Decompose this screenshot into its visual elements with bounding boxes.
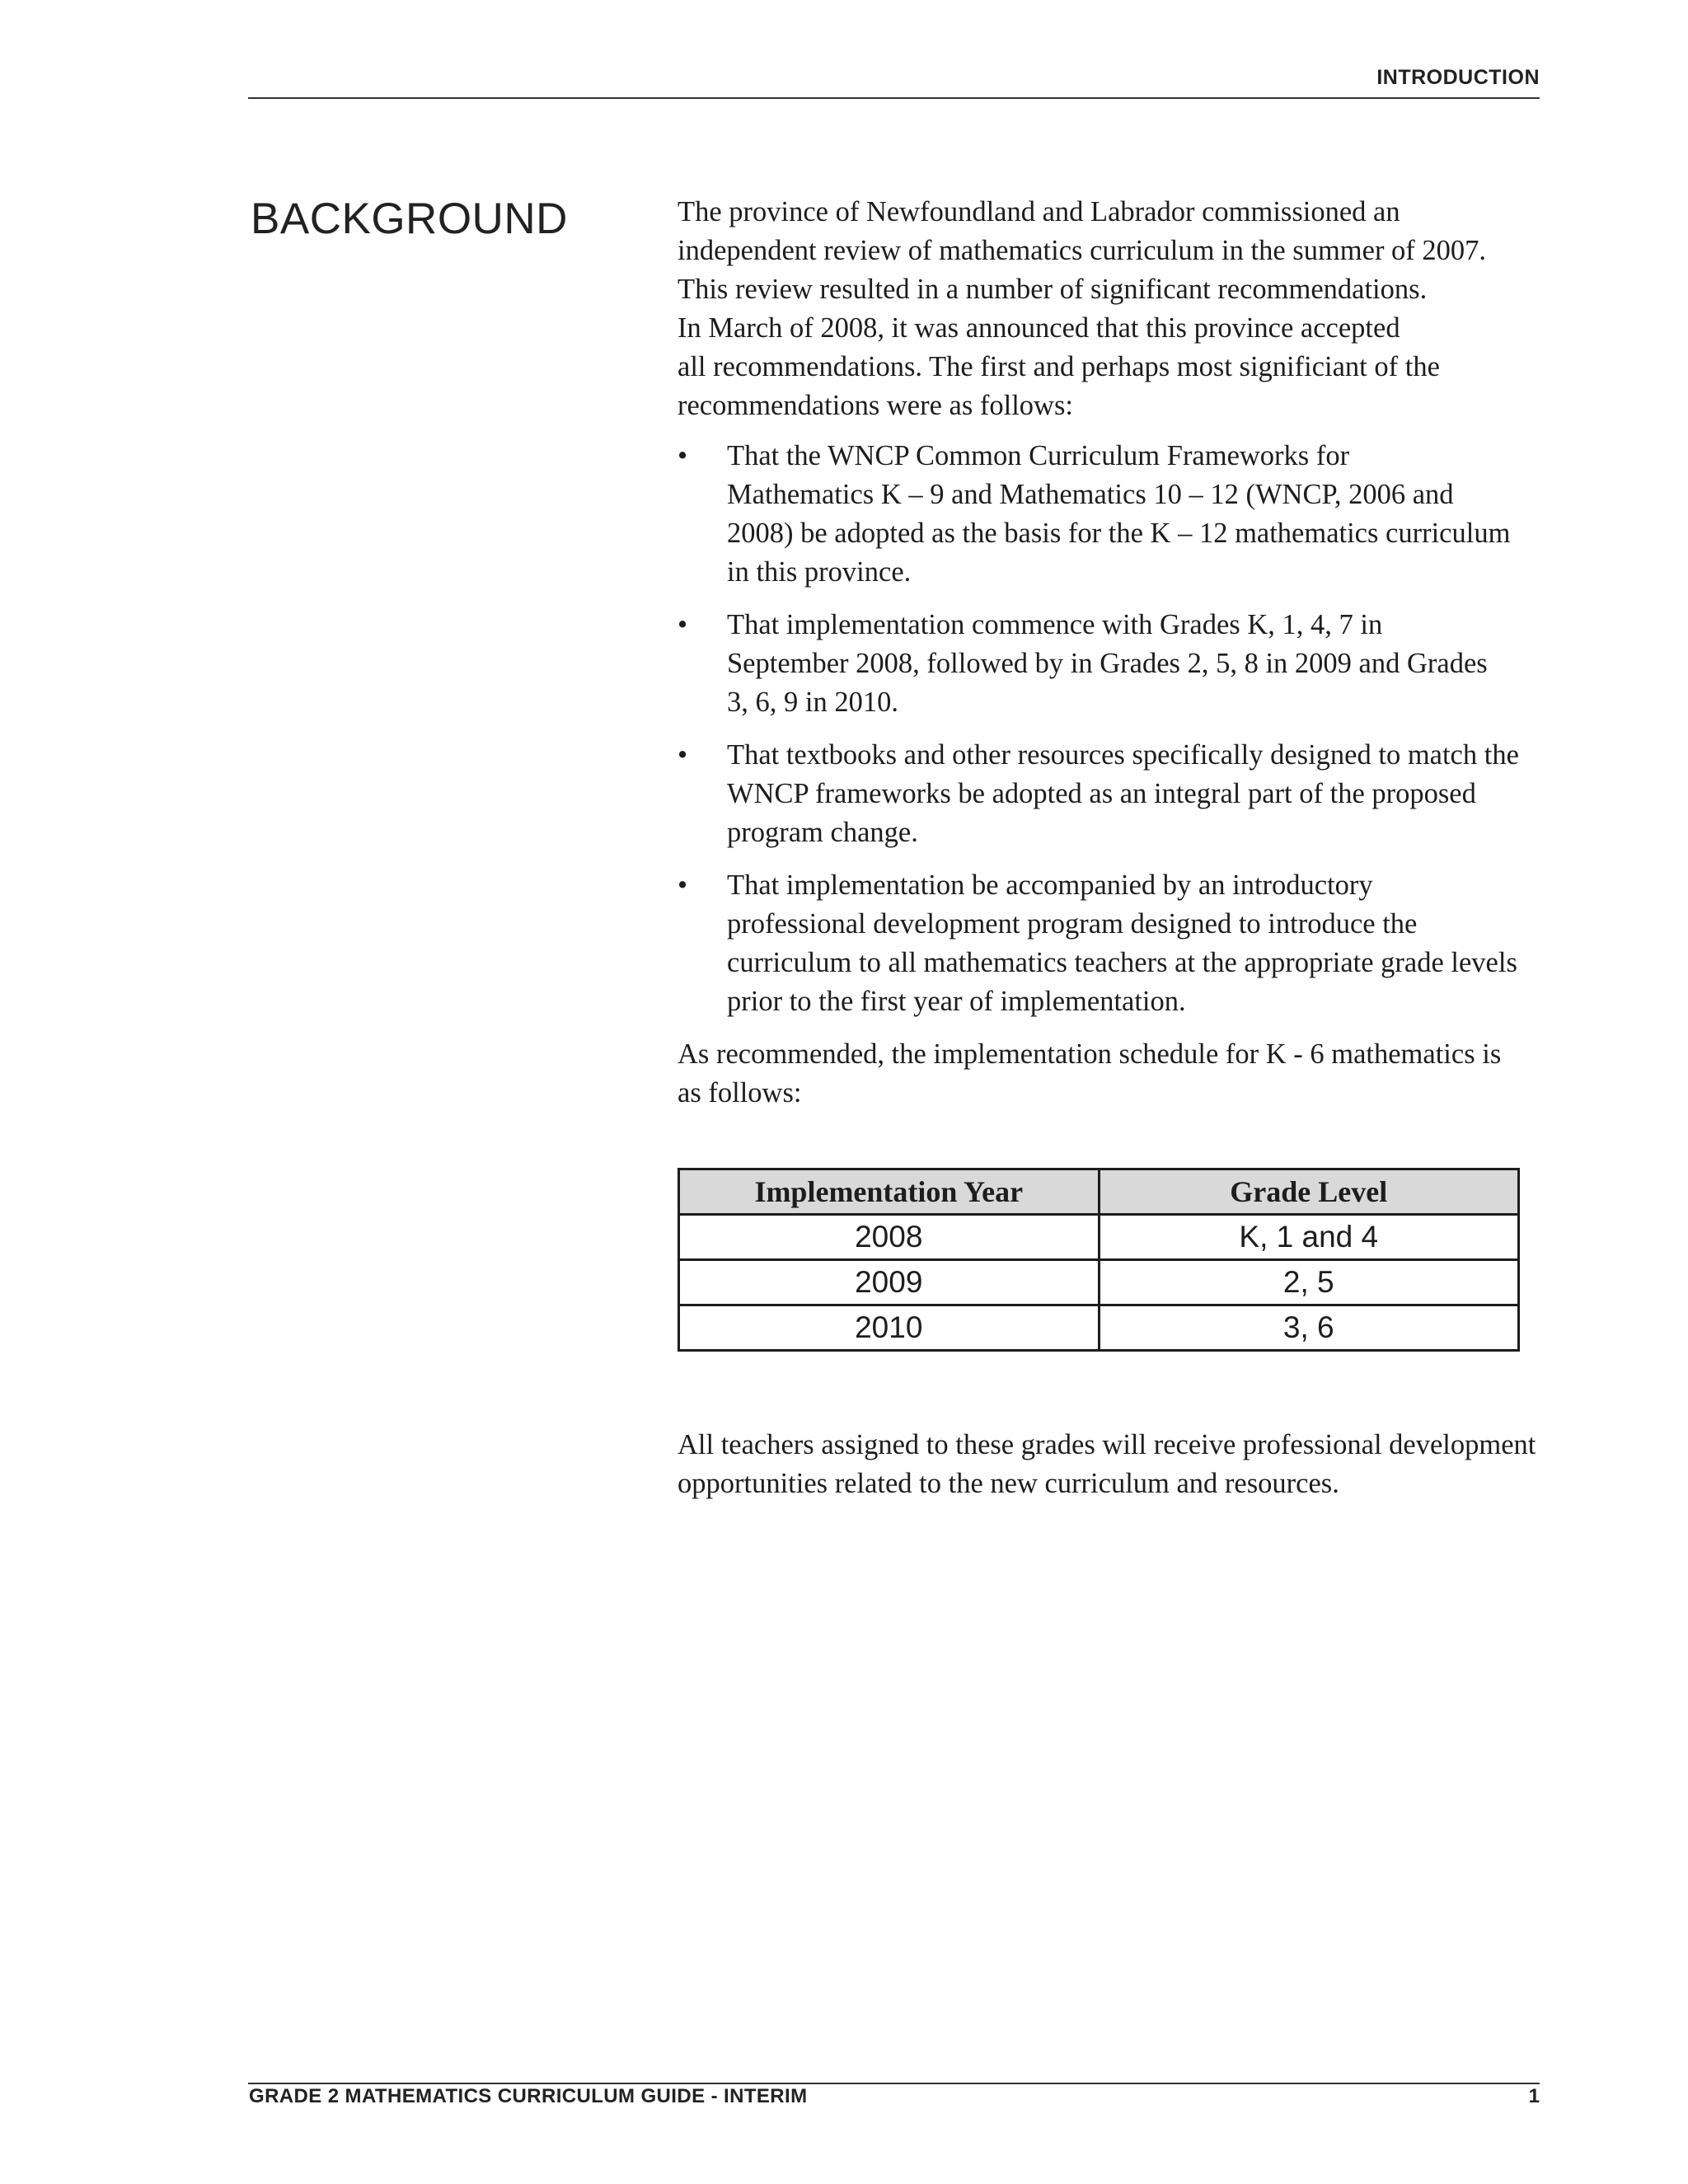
table-cell-grade: 3, 6 (1099, 1305, 1519, 1351)
table-row (679, 1305, 1519, 1351)
text-line: 3, 6, 9 in 2010. (727, 687, 898, 718)
column-header-year: Implementation Year (679, 1169, 1100, 1215)
header-rule (248, 97, 1540, 99)
text-line: In March of 2008, it was announced that this province accepted (678, 312, 1400, 344)
schedule-intro-paragraph (678, 1035, 1543, 1113)
text-line: independent review of mathematics curriculum in the summer of 2007. (678, 235, 1487, 266)
text-line: opportunities related to the new curriculum and resources. (678, 1468, 1339, 1499)
table-cell-grade: 2, 5 (1099, 1260, 1519, 1305)
list-item (678, 736, 1543, 852)
text-line: as follows: (678, 1077, 802, 1108)
text-line: September 2008, followed by in Grades 2, 5, 8 in 2009 and Grades (727, 648, 1488, 679)
table-row (679, 1260, 1519, 1305)
text-line: WNCP frameworks be adopted as an integral part of the proposed (727, 778, 1476, 809)
list-item (678, 437, 1543, 592)
table-cell-grade: K, 1 and 4 (1099, 1215, 1519, 1260)
recommendations-list (678, 437, 1543, 1021)
text-line: program change. (727, 817, 918, 848)
bullet-icon: • (678, 739, 688, 771)
intro-paragraph (678, 193, 1543, 425)
implementation-schedule-table (678, 1168, 1520, 1352)
bullet-icon: • (678, 869, 688, 901)
text-line: That implementation be accompanied by an introductory (727, 869, 1373, 901)
text-line: The province of Newfoundland and Labrador commissioned an (678, 196, 1400, 227)
table-row (679, 1215, 1519, 1260)
text-line: professional development program designed to introduce the (727, 908, 1418, 940)
table-header-row (679, 1169, 1519, 1215)
text-line: recommendations were as follows: (678, 390, 1073, 421)
list-item (678, 866, 1543, 1021)
page-number: 1 (1528, 2085, 1540, 2107)
text-line: 2008) be adopted as the basis for the K – 12 mathematics curriculum (727, 518, 1511, 549)
table-cell-year: 2008 (679, 1215, 1100, 1260)
text-line: That the WNCP Common Curriculum Frameworks for (727, 440, 1350, 471)
section-heading: BACKGROUND (251, 194, 568, 243)
footer-rule (248, 2083, 1540, 2084)
text-line: That textbooks and other resources specifically designed to match the (727, 739, 1519, 771)
text-line: curriculum to all mathematics teachers at the appropriate grade levels (727, 947, 1517, 978)
list-item (678, 606, 1543, 722)
text-line: That implementation commence with Grades K, 1, 4, 7 in (727, 609, 1383, 640)
main-text (678, 193, 1543, 1113)
closing-paragraph (678, 1426, 1543, 1503)
text-line: All teachers assigned to these grades will receive professional development (678, 1429, 1536, 1460)
bullet-icon: • (678, 609, 688, 640)
text-line: As recommended, the implementation schedule for K - 6 mathematics is (678, 1038, 1502, 1070)
column-header-grade: Grade Level (1099, 1169, 1519, 1215)
text-line: in this province. (727, 556, 912, 588)
bullet-icon: • (678, 440, 688, 471)
table-cell-year: 2009 (679, 1260, 1100, 1305)
running-header: INTRODUCTION (1376, 66, 1540, 89)
footer-title: GRADE 2 MATHEMATICS CURRICULUM GUIDE - INTERIM (249, 2085, 808, 2107)
text-line: This review resulted in a number of significant recommendations. (678, 274, 1428, 305)
table-cell-year: 2010 (679, 1305, 1100, 1351)
text-line: prior to the first year of implementation. (727, 986, 1186, 1017)
text-line: Mathematics K – 9 and Mathematics 10 – 12 (WNCP, 2006 and (727, 479, 1454, 510)
text-line: all recommendations. The first and perhaps most significiant of the (678, 351, 1440, 382)
